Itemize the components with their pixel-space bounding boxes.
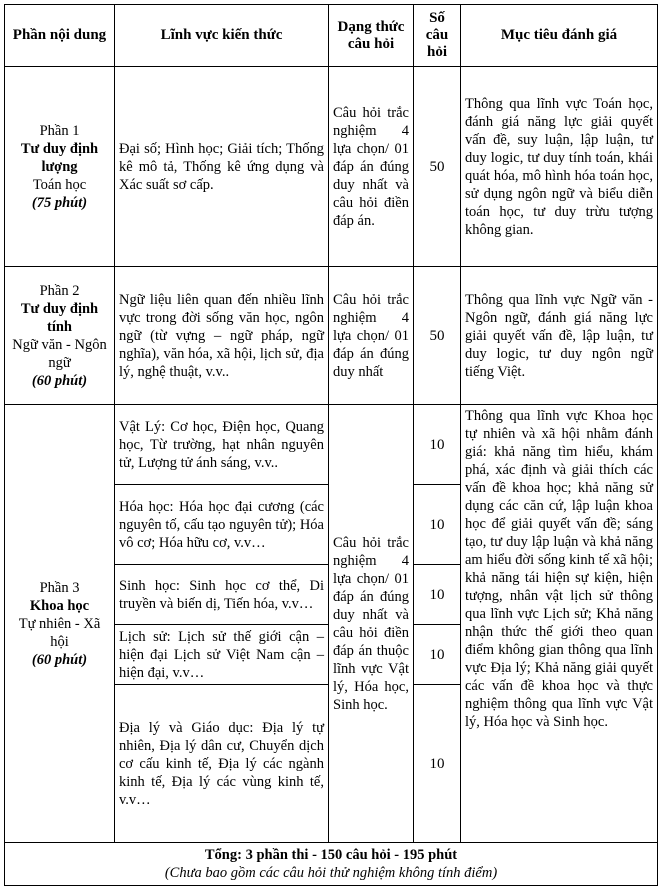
part3-time: (60 phút) [31,651,88,668]
physics-field: Vật Lý: Cơ học, Điện học, Quang học, Từ trường, hạt nhân nguyên tử, Lượng tử ánh sáng, v.v.. [115,405,329,485]
part1-field: Đại số; Hình học; Giải tích; Thống kê mô tả, Thống kê ứng dụng và Xác suất sơ cấp. [115,67,329,267]
header-row [5,5,658,67]
exam-structure-table [4,4,658,886]
header-type: Dạng thức câu hỏi [329,5,414,67]
total-row [5,843,658,886]
part1-count: 50 [414,67,461,267]
part1-subject: Toán học [32,176,87,193]
part1-name: Tư duy định lượng [20,140,99,175]
part1-cell [5,67,115,267]
header-field: Lĩnh vực kiến thức [115,5,329,67]
part3-cell [5,405,115,843]
header-goal: Mục tiêu đánh giá [461,5,658,67]
biology-field: Sinh học: Sinh học cơ thể, Di truyền và biến dị, Tiến hóa, v.v… [115,565,329,625]
part2-cell [5,267,115,405]
part2-subject: Ngữ văn - Ngôn ngữ [12,336,107,371]
part2-field: Ngữ liệu liên quan đến nhiều lĩnh vực trong đời sống văn học, ngôn ngữ (từ vựng – ngữ pháp, ngữ nghĩa), văn hóa, xã hội, lịch sử, địa lý, nghệ thuật, v.v.. [115,267,329,405]
part3-subject: Tự nhiên - Xã hội [18,615,101,650]
part2-count: 50 [414,267,461,405]
total-note: (Chưa bao gồm các câu hỏi thử nghiệm không tính điểm) [164,865,498,881]
geography-count: 10 [414,685,461,843]
header-part: Phần nội dung [5,5,115,67]
part1-type: Câu hỏi trắc nghiệm 4 lựa chọn/ 01 đáp án đúng duy nhất và câu hỏi điền đáp án. [329,67,414,267]
part3-goal: Thông qua lĩnh vực Khoa học tự nhiên và xã hội nhằm đánh giá: khả năng tìm hiểu, khám phá, xác định và giải thích các vấn đề khoa học; khả năng sử dụng các căn cứ, lập luận khoa học để giải quyết vấn đề; sáng tạo, tư duy lập luận và khả năng am hiểu đời sống kinh tế xã hội; khả năng tái hiện sự kiện, hiện tượng, nhân vật lịch sử thông qua lĩnh vực Lịch sử; Khả năng nhận thức thế giới theo quan điểm không gian thông qua lĩnh vực Địa lý; Khả năng giải quyết các vấn đề khoa học và thực nghiệm thông qua lĩnh vực Vật lý, Hóa học và Sinh học. [461,405,658,843]
chemistry-field: Hóa học: Hóa học đại cương (các nguyên tố, cấu tạo nguyên tử); Hóa vô cơ; Hóa hữu cơ, v.v… [115,485,329,565]
part1-goal: Thông qua lĩnh vực Toán học, đánh giá năng lực giải quyết vấn đề, suy luận, lập luận, tư duy logic, tư duy tính toán, khái quát hóa, mô hình hóa toán học, sử dụng ngôn ngữ và biểu diễn toán học, tư duy trừu tượng không gian. [461,67,658,267]
table-row-part1 [5,67,658,267]
part3-label: Phần 3 [39,579,80,596]
part2-goal: Thông qua lĩnh vực Ngữ văn - Ngôn ngữ, đánh giá năng lực giải quyết vấn đề, lập luận, tư duy logic, tư duy ngôn ngữ tiếng Việt. [461,267,658,405]
total-cell [5,843,658,886]
part1-label: Phần 1 [39,122,80,139]
chemistry-count: 10 [414,485,461,565]
history-count: 10 [414,625,461,685]
table-row-physics [5,405,658,485]
physics-count: 10 [414,405,461,485]
part3-name: Khoa học [29,597,90,614]
part2-time: (60 phút) [31,372,88,389]
geography-field: Địa lý và Giáo dục: Địa lý tự nhiên, Địa lý dân cư, Chuyển dịch cơ cấu kinh tế, Địa lý các ngành kinh tế, Địa lý các vùng kinh tế, v.v… [115,685,329,843]
part1-time: (75 phút) [31,194,88,211]
part2-type: Câu hỏi trắc nghiệm 4 lựa chọn/ 01 đáp án đúng duy nhất [329,267,414,405]
table-row-part2 [5,267,658,405]
part2-label: Phần 2 [39,282,80,299]
history-field: Lịch sử: Lịch sử thế giới cận – hiện đại Lịch sử Việt Nam cận – hiện đại, v.v… [115,625,329,685]
part3-type: Câu hỏi trắc nghiệm 4 lựa chọn/ 01 đáp án đúng duy nhất và câu hỏi điền đáp án thuộc lĩnh vực Vật lý, Hóa học, Sinh học. [329,405,414,843]
biology-count: 10 [414,565,461,625]
header-count: Số câu hỏi [414,5,461,67]
part2-name: Tư duy định tính [20,300,99,335]
total-summary: Tổng: 3 phần thi - 150 câu hỏi - 195 phút [204,847,458,863]
